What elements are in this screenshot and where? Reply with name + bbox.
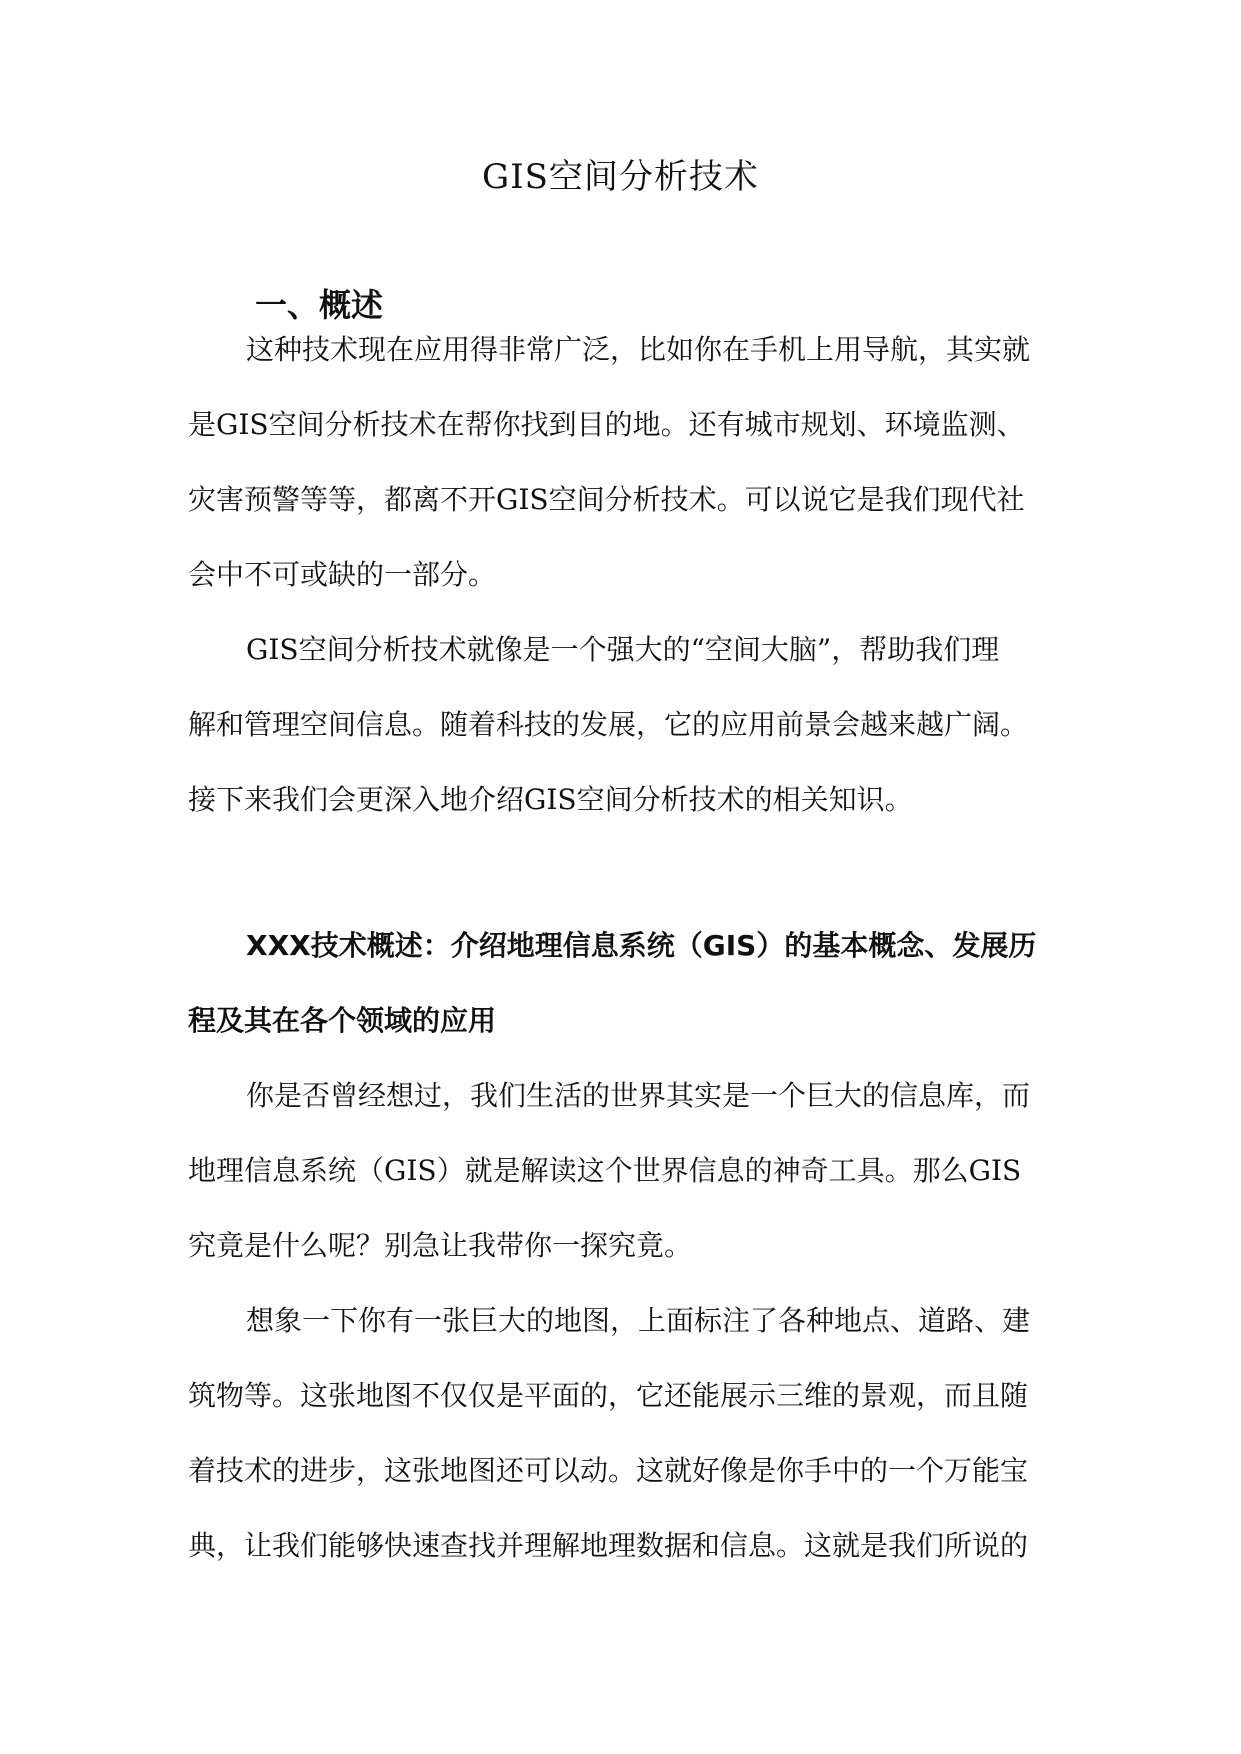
paragraph-line: 这种技术现在应用得非常广泛，比如你在手机上用导航，其实就 — [246, 333, 1031, 366]
paragraph-line: 筑物等。这张地图不仅仅是平面的，它还能展示三维的景观，而且随 — [188, 1379, 1029, 1412]
paragraph-map-analogy — [188, 1283, 1058, 1583]
paragraph-line: 想象一下你有一张巨大的地图，上面标注了各种地点、道路、建 — [246, 1304, 1031, 1337]
paragraph-line: 是GIS空间分析技术在帮你找到目的地。还有城市规划、环境监测、 — [188, 408, 1025, 441]
paragraph-line: 解和管理空间信息。随着科技的发展，它的应用前景会越来越广阔。 — [188, 708, 1029, 741]
sub-heading-line: XXX技术概述：介绍地理信息系统（GIS）的基本概念、发展历 — [246, 929, 1037, 962]
sub-heading-overview — [188, 908, 1058, 1058]
paragraph-line: 灾害预警等等，都离不开GIS空间分析技术。可以说它是我们现代社 — [188, 483, 1025, 516]
paragraph-line: 典，让我们能够快速查找并理解地理数据和信息。这就是我们所说的 — [188, 1529, 1029, 1562]
paragraph-line: 究竟是什么呢？别急让我带你一探究竟。 — [188, 1229, 693, 1262]
paragraph-information-library — [188, 1058, 1058, 1283]
paragraph-line: 会中不可或缺的一部分。 — [188, 558, 497, 591]
section-heading-overview: 一、概述 — [255, 286, 384, 324]
paragraph-intro — [188, 312, 1058, 612]
paragraph-line: 着技术的进步，这张地图还可以动。这就好像是你手中的一个万能宝 — [188, 1454, 1029, 1487]
paragraph-gis-brain — [188, 612, 1058, 837]
paragraph-line: 接下来我们会更深入地介绍GIS空间分析技术的相关知识。 — [188, 783, 913, 816]
paragraph-line: 你是否曾经想过，我们生活的世界其实是一个巨大的信息库，而 — [246, 1079, 1031, 1112]
paragraph-line: 地理信息系统（GIS）就是解读这个世界信息的神奇工具。那么GIS — [188, 1154, 1022, 1187]
sub-heading-line: 程及其在各个领域的应用 — [188, 1004, 497, 1037]
document-title: GIS空间分析技术 — [482, 157, 759, 197]
paragraph-line: GIS空间分析技术就像是一个强大的“空间大脑”，帮助我们理 — [246, 633, 1000, 666]
